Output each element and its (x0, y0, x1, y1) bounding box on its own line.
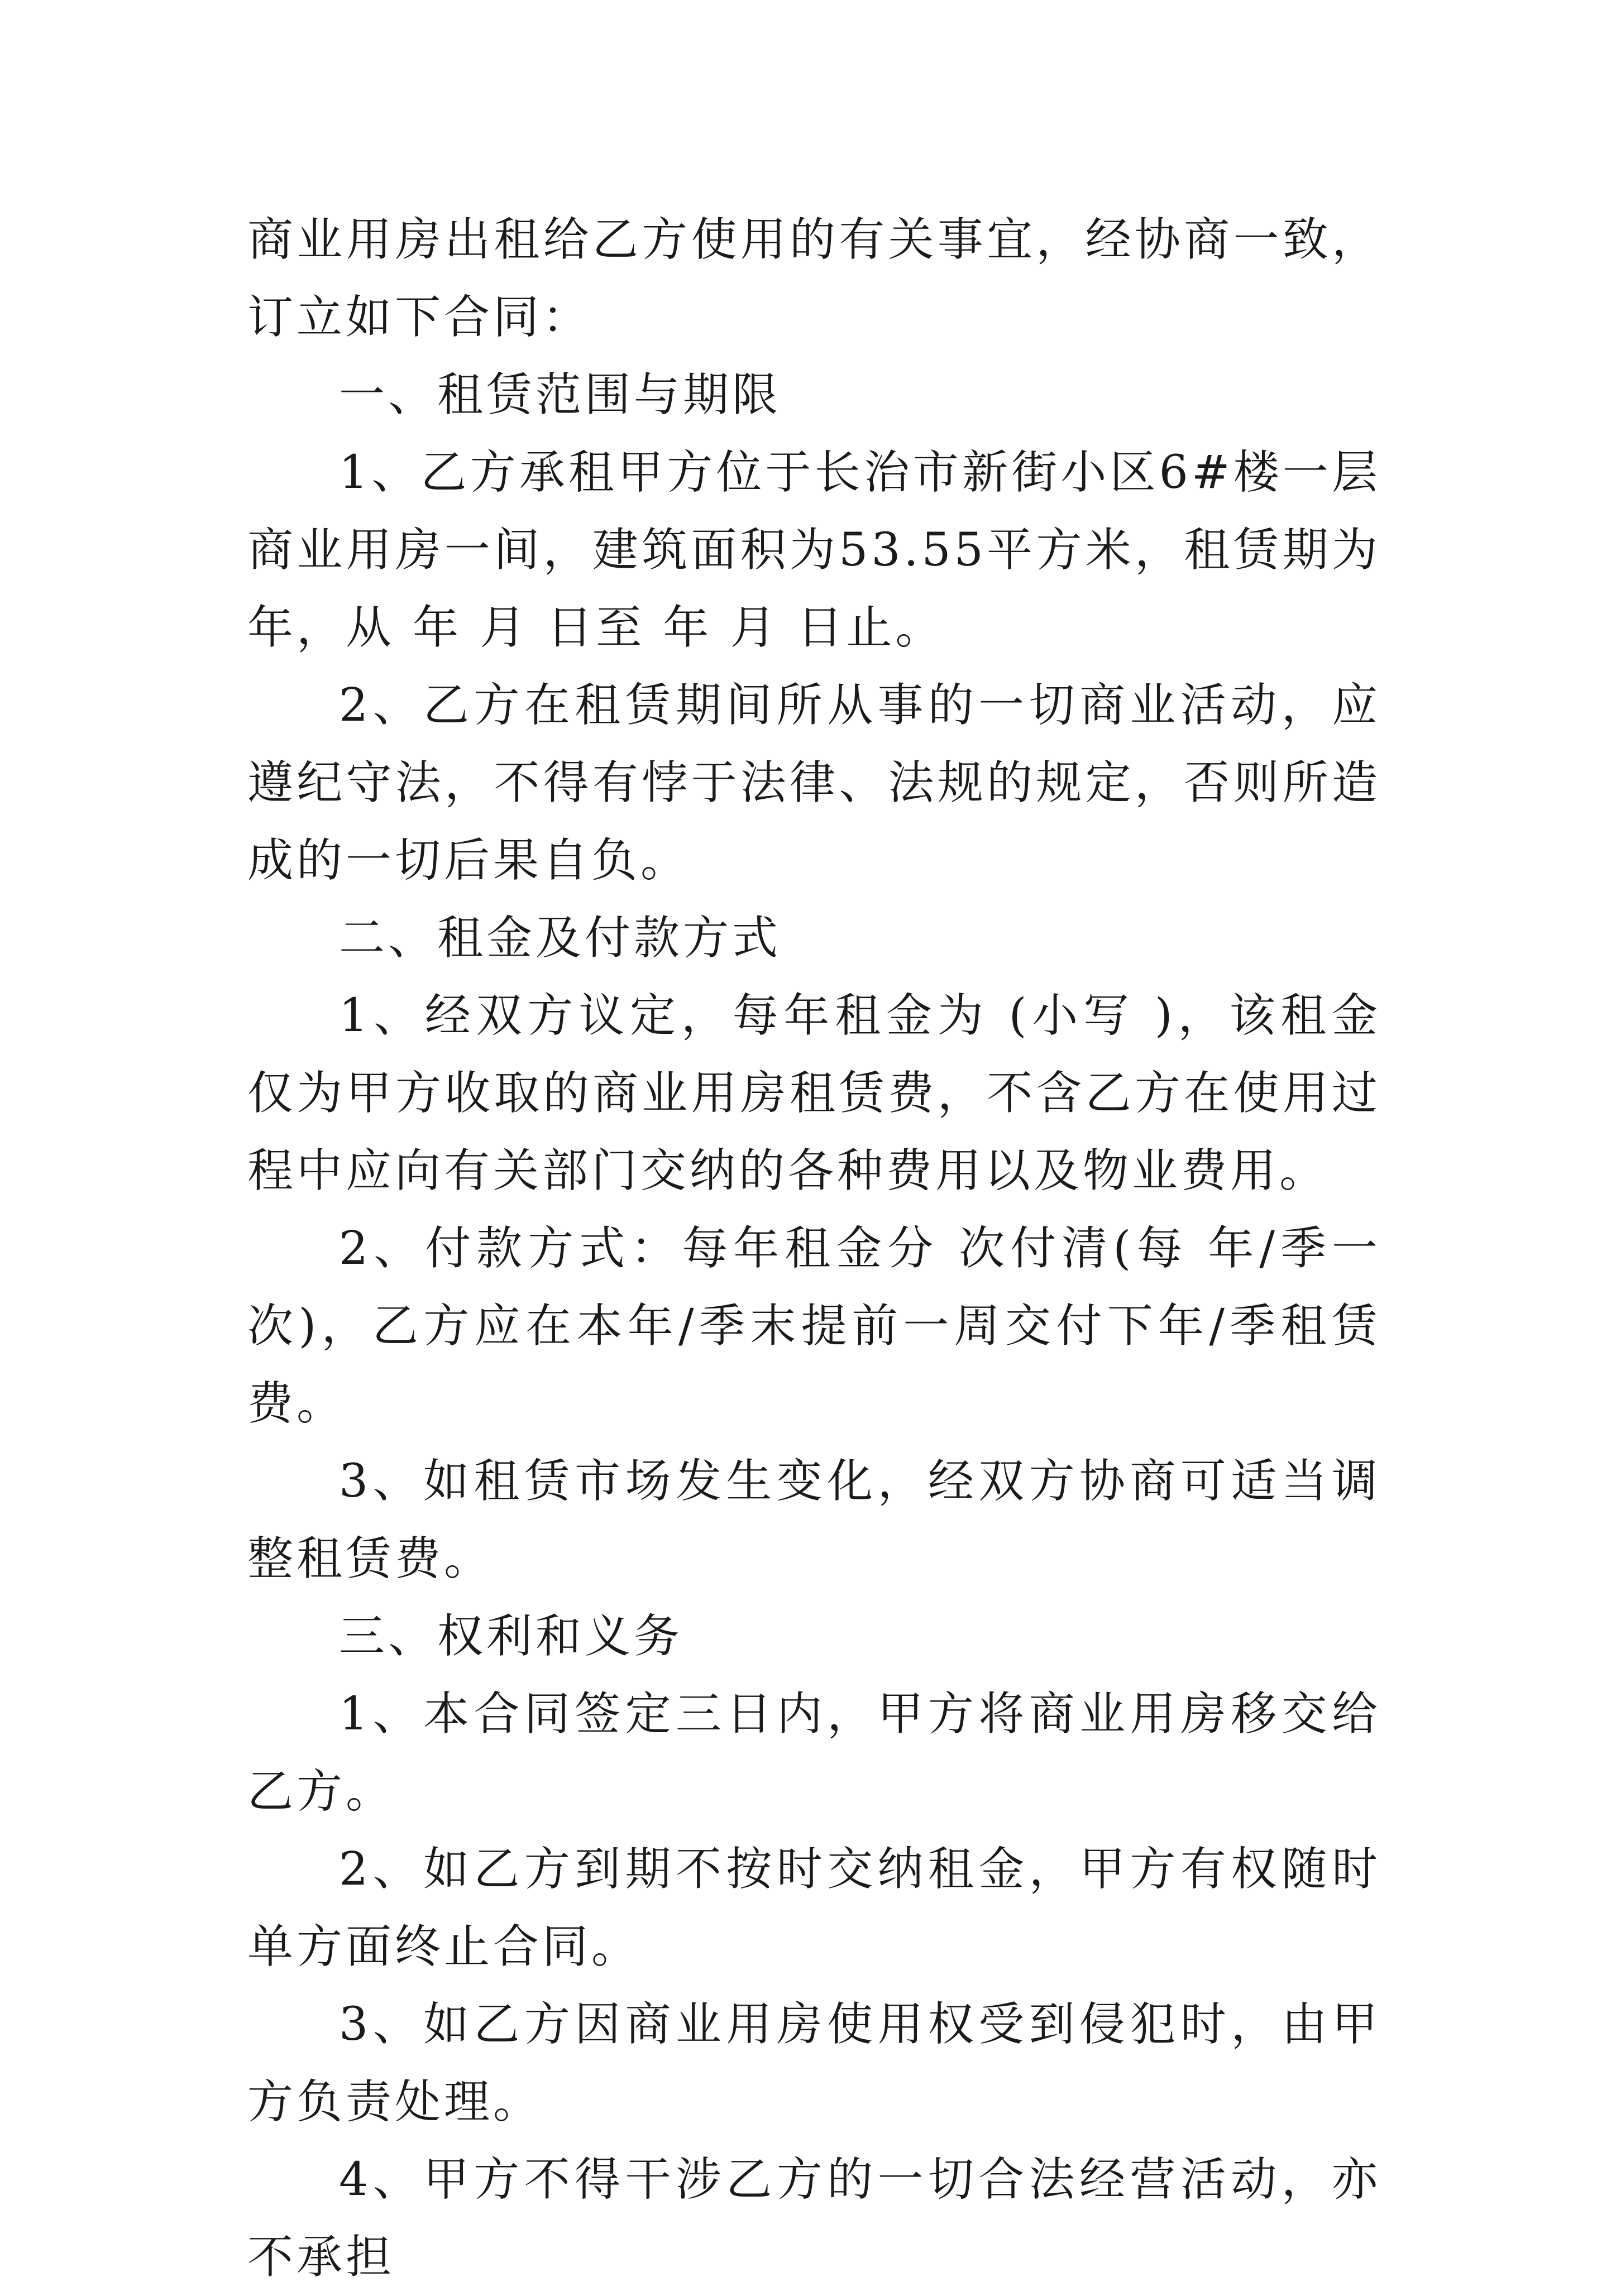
clause-1-2: 2、乙方在租赁期间所从事的一切商业活动，应遵纪守法，不得有悖于法律、法规的规定，否则所造成的一切后果自负。 (247, 679, 1381, 887)
paragraph-intro-continuation: 商业用房出租给乙方使用的有关事宜，经协商一致，订立如下合同： (247, 213, 1381, 344)
clause-2-1: 1、经双方议定，每年租金为 (小写 )，该租金仅为甲方收取的商业用房租赁费，不含乙方在使用过程中应向有关部门交纳的各种费用以及物业费用。 (247, 989, 1381, 1197)
clause-3-4: 4、甲方不得干涉乙方的一切合法经营活动，亦不承担 (247, 2153, 1381, 2284)
clause-3-1: 1、本合同签定三日内，甲方将商业用房移交给乙方。 (247, 1688, 1381, 1818)
clause-3-2: 2、如乙方到期不按时交纳租金，甲方有权随时单方面终止合同。 (247, 1843, 1381, 1973)
section-heading-rent-payment: 二、租金及付款方式 (339, 912, 782, 965)
clause-2-3: 3、如租赁市场发生变化，经双方协商可适当调整租赁费。 (247, 1455, 1381, 1585)
section-heading-lease-scope: 一、租赁范围与期限 (339, 368, 782, 421)
clause-2-2: 2、付款方式：每年租金分 次付清(每 年/季一次)，乙方应在本年/季末提前一周交付下年/季租赁费。 (247, 1222, 1381, 1430)
document-body (247, 201, 1381, 2296)
clause-1-1: 1、乙方承租甲方位于长治市新街小区6#楼一层商业用房一间，建筑面积为53.55平方米，租赁期为 年，从 年 月 日至 年 月 日止。 (247, 446, 1381, 654)
clause-3-3: 3、如乙方因商业用房使用权受到侵犯时，由甲方负责处理。 (247, 1998, 1381, 2129)
section-heading-rights-obligations: 三、权利和义务 (339, 1610, 683, 1663)
